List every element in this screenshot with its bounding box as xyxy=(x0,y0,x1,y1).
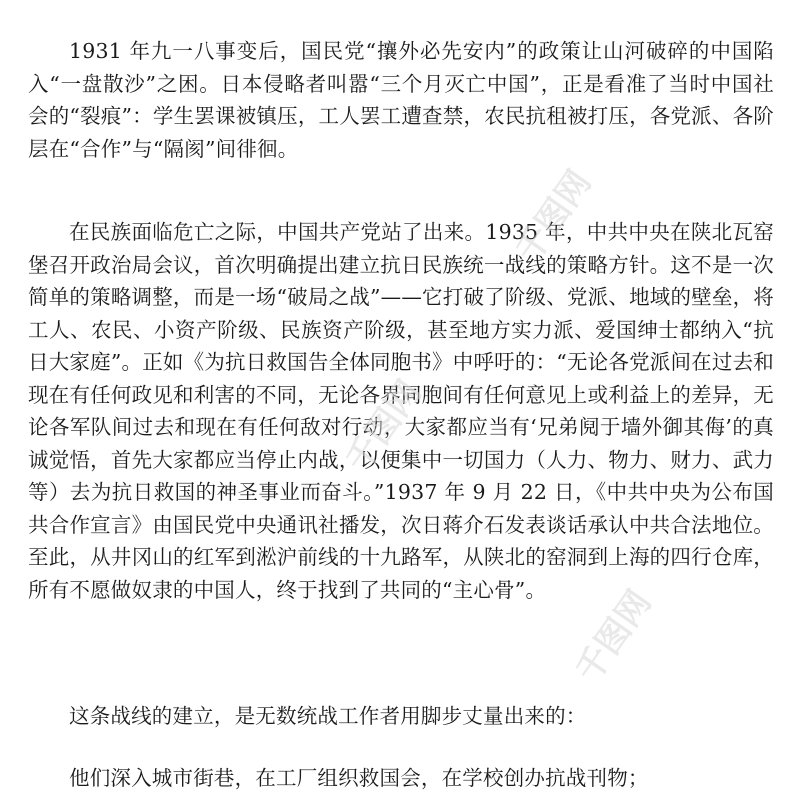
watermark: 千图网 xyxy=(508,163,600,270)
paragraph-3: 这条战线的建立，是无数统战工作者用脚步丈量出来的： xyxy=(69,704,587,728)
paragraph-4: 他们深入城市街巷，在工厂组织救国会，在学校创办抗战刊物； xyxy=(69,766,649,790)
paragraph-2: 在民族面临危亡之际，中国共产党站了出来。1935 年，中共中央在陕北瓦窑堡召开政治局会议，首次明确提出建立抗日民族统一战线的策略方针。这不是一次简单的策略调整，而是一场“破局之战”——它打破了阶级、党派、地域的壁垒，将工人、农民、小资产阶级、民族资产阶级，甚至地方实力派、爱国绅士都纳入“抗日大家庭”。正如《为抗日救国告全体同胞书》中呼吁的：“无论各党派间在过去和现在有任何政见和利害的不同，无论各界同胞间有任何意见上或利益上的差异，无论各军队间过去和现在有任何敌对行动，大家都应当有‘兄弟阋于墙外御其侮’的真诚觉悟，首先大家都应当停止内战，以便集中一切国力（人力、物力、财力、武力等）去为抗日救国的神圣事业而奋斗。”1937 年 9 月 22 日，《中共中央为公布国共合作宣言》由国民党中央通讯社播发，次日蒋介石发表谈话承认中共合法地位。至此，从井冈山的红军到淞沪前线的十九路军，从陕北的窑洞到上海的四行仓库，所有不愿做奴隶的中国人，终于找到了共同的“主心骨”。 xyxy=(28,220,774,602)
watermark: 千图网 xyxy=(338,373,430,480)
paragraph-1: 1931 年九一八事变后，国民党“攘外必先安内”的政策让山河破碎的中国陷入“一盘散沙”之困。日本侵略者叫嚣“三个月灭亡中国”，正是看准了当时中国社会的“裂痕”：学生罢课被镇压，工人罢工遭查禁，农民抗租被打压，各党派、各阶层在“合作”与“隔阂”间徘徊。 xyxy=(28,39,774,161)
watermark: 千图网 xyxy=(568,583,660,690)
